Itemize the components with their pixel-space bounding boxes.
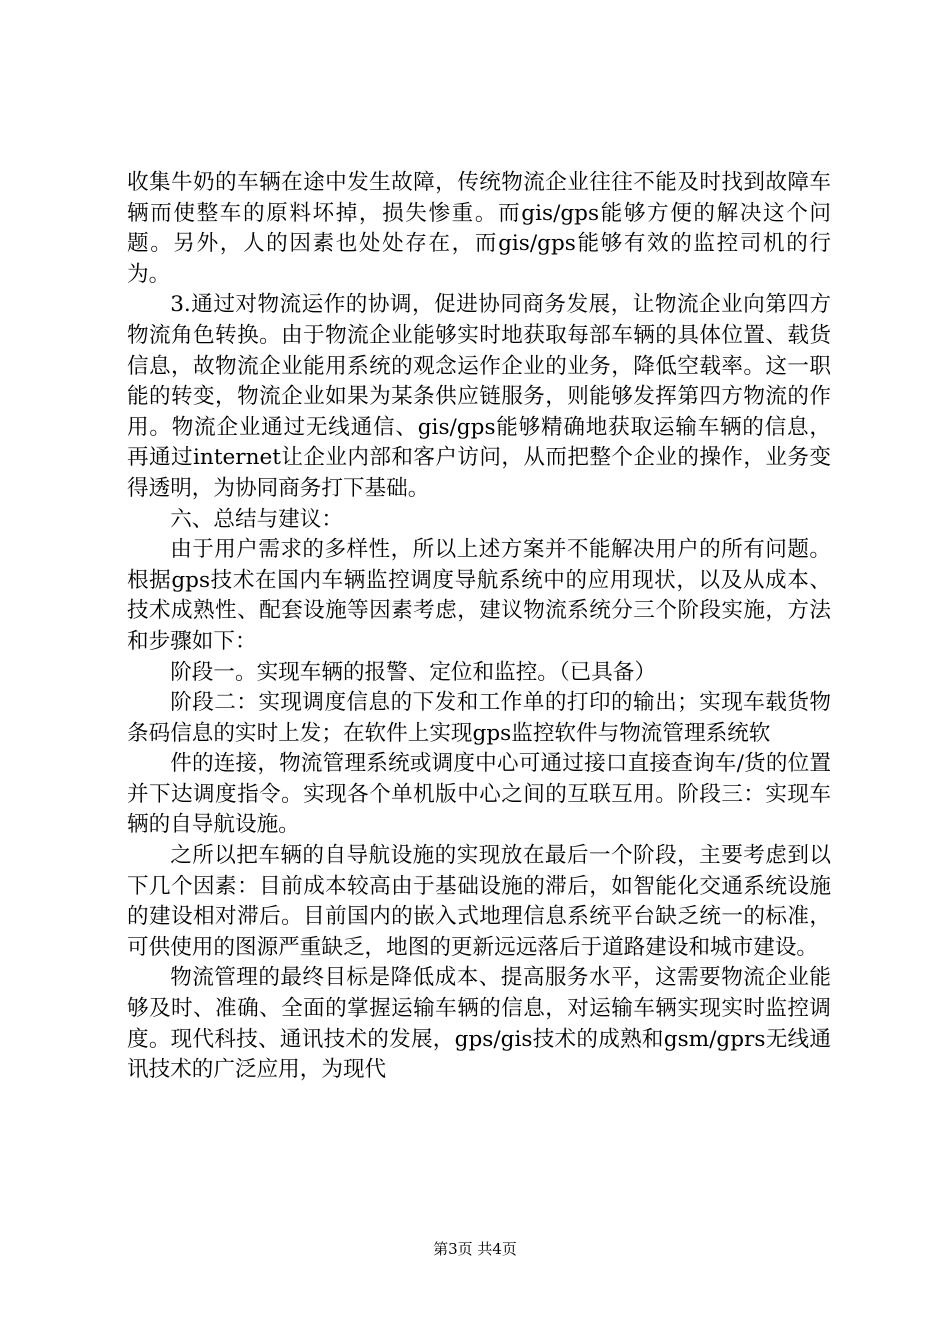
page-footer <box>0 1239 950 1259</box>
paragraph-stage-1: 阶段一。实现车辆的报警、定位和监控。（已具备） <box>170 659 657 685</box>
paragraph-3: 由于用户需求的多样性，所以上述方案并不能解决用户的所有问题。根据gps技术在国内车辆监控调度导航系统中的应用现状，以及从成本、技术成熟性、配套设施等因素考虑，建议物流系统分三个阶段实施，方法和步骤如下： <box>127 537 831 654</box>
paragraph-2: 3.通过对物流运作的协调，促进协同商务发展，让物流企业向第四方物流角色转换。由于物流企业能够实时地获取每部车辆的具体位置、载货信息，故物流企业能用系统的观念运作企业的业务，降低空载率。这一职能的转变，物流企业如果为某条供应链服务，则能够发挥第四方物流的作用。物流企业通过无线通信、gis/gps能够精确地获取运输车辆的信息，再通过internet让企业内部和客户访问，从而把整个企业的操作，业务变得透明，为协同商务打下基础。 <box>127 292 831 501</box>
paragraph-stage-2-cont: 件的连接，物流管理系统或调度中心可通过接口直接查询车/货的位置并下达调度指令。实现各个单机版中心之间的互联互用。阶段三：实现车辆的自导航设施。 <box>127 751 831 838</box>
paragraph-stage-2: 阶段二：实现调度信息的下发和工作单的打印的输出；实现车载货物条码信息的实时上发；在软件上实现gps监控软件与物流管理系统软 <box>127 690 831 746</box>
paragraph-5: 物流管理的最终目标是降低成本、提高服务水平，这需要物流企业能够及时、准确、全面的掌握运输车辆的信息，对运输车辆实现实时监控调度。现代科技、通讯技术的发展，gps/gis技术的成熟和gsm/gprs无线通讯技术的广泛应用，为现代 <box>127 965 831 1083</box>
section-heading-summary: 六、总结与建议： <box>170 506 343 532</box>
page-number: 第3页 共4页 <box>433 1240 517 1258</box>
paragraph-4: 之所以把车辆的自导航设施的实现放在最后一个阶段，主要考虑到以下几个因素：目前成本较高由于基础设施的滞后，如智能化交通系统设施的建设相对滞后。目前国内的嵌入式地理信息系统平台缺乏统一的标准，可供使用的图源严重缺乏，地图的更新远远落后于道路建设和城市建设。 <box>127 843 831 960</box>
document-body <box>127 168 831 1086</box>
paragraph-1: 收集牛奶的车辆在途中发生故障，传统物流企业往往不能及时找到故障车辆而使整车的原料坏掉，损失惨重。而gis/gps能够方便的解决这个问题。另外，人的因素也处处存在，而gis/gps能够有效的监控司机的行为。 <box>127 170 831 287</box>
